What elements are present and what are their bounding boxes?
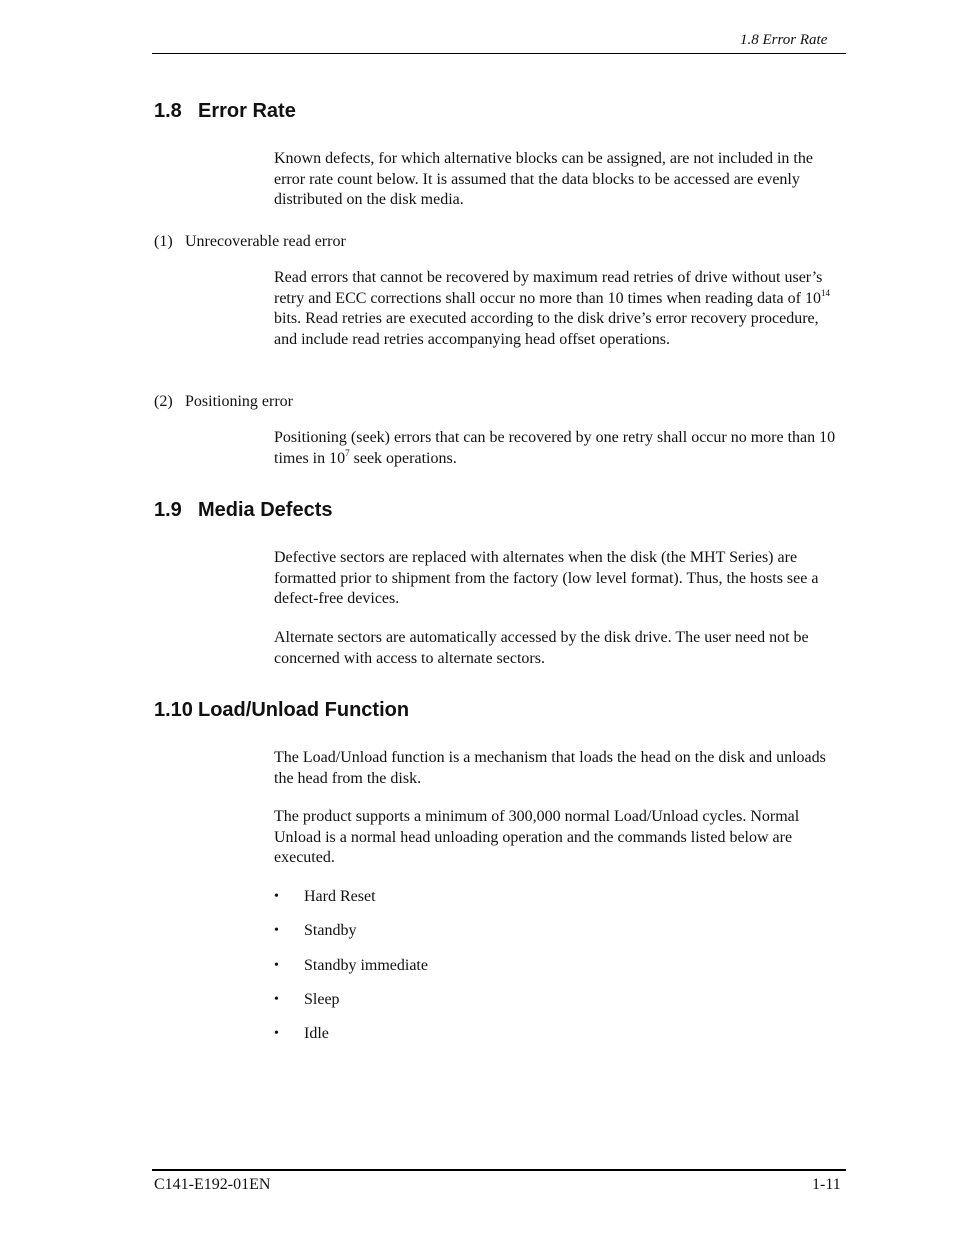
section-title: Media Defects <box>198 499 333 521</box>
error-rate-intro-paragraph: Known defects, for which alternative blocks can be assigned, are not included in the error rate count below. It is assumed that the data blocks to be accessed are evenly distributed on the disk media. <box>274 150 813 208</box>
subitem-title: Positioning error <box>185 393 293 410</box>
bullet-icon: • <box>274 957 279 973</box>
bullet-icon: • <box>274 889 279 904</box>
subitem-number: (1) <box>154 233 173 250</box>
positioning-text-before: Positioning (seek) errors that can be recovered by one retry shall occur no more than 10 times in 10 <box>274 429 836 467</box>
footer-rule <box>152 1169 846 1171</box>
command-name: Standby immediate <box>304 956 428 974</box>
running-header: 1.8 Error Rate <box>740 32 828 48</box>
read-error-text-before: Read errors that cannot be recovered by maximum read retries of drive without user’s retry and ECC corrections shall occur no more than 10 times when reading data of 10 <box>274 269 823 307</box>
subitem-title: Unrecoverable read error <box>185 233 346 250</box>
load-unload-paragraph-2: The product supports a minimum of 300,000 normal Load/Unload cycles. Normal Unload is a normal head unloading operation and the commands listed below are executed. <box>274 808 800 866</box>
subitem-number: (2) <box>154 393 173 410</box>
section-heading-error-rate <box>154 100 296 123</box>
command-name: Standby <box>304 922 357 940</box>
load-unload-paragraph-1: The Load/Unload function is a mechanism that loads the head on the disk and unloads the head from the disk. <box>274 749 826 787</box>
section-number: 1.10 <box>154 699 193 721</box>
bullet-icon: • <box>274 923 279 939</box>
command-name: Hard Reset <box>304 888 376 905</box>
section-heading-media-defects <box>154 499 333 522</box>
media-defects-paragraph-2: Alternate sectors are automatically accessed by the disk drive. The user need not be concerned with access to alternate sectors. <box>274 629 809 667</box>
header-rule <box>152 53 846 54</box>
subitem-unrecoverable-read-error <box>154 233 346 251</box>
subitem-positioning-error <box>154 393 293 411</box>
document-id: C141-E192-01EN <box>154 1176 271 1193</box>
section-title: Load/Unload Function <box>198 699 410 721</box>
unrecoverable-read-error-paragraph <box>274 268 840 350</box>
command-name: Sleep <box>304 990 340 1008</box>
positioning-text-after: seek operations. <box>349 449 457 467</box>
page-number: 1-11 <box>812 1176 841 1193</box>
bullet-icon: • <box>274 1026 279 1042</box>
positioning-error-paragraph <box>274 428 840 469</box>
read-error-exponent: 14 <box>820 287 830 298</box>
media-defects-paragraph-1: Defective sectors are replaced with alternates when the disk (the MHT Series) are formatted prior to shipment from the factory (low level format). Thus, the hosts see a defect-free devices. <box>274 549 819 607</box>
positioning-exponent: 7 <box>345 447 350 458</box>
read-error-text-after: bits. Read retries are executed according to the disk drive’s error recovery procedure, and include read retries accompanying head offset operations. <box>274 310 819 348</box>
command-name: Idle <box>304 1025 329 1043</box>
section-number: 1.8 <box>154 100 182 122</box>
section-number: 1.9 <box>154 499 182 521</box>
bullet-icon: • <box>274 991 279 1007</box>
section-heading-load-unload <box>154 699 409 722</box>
section-title: Error Rate <box>198 100 296 122</box>
